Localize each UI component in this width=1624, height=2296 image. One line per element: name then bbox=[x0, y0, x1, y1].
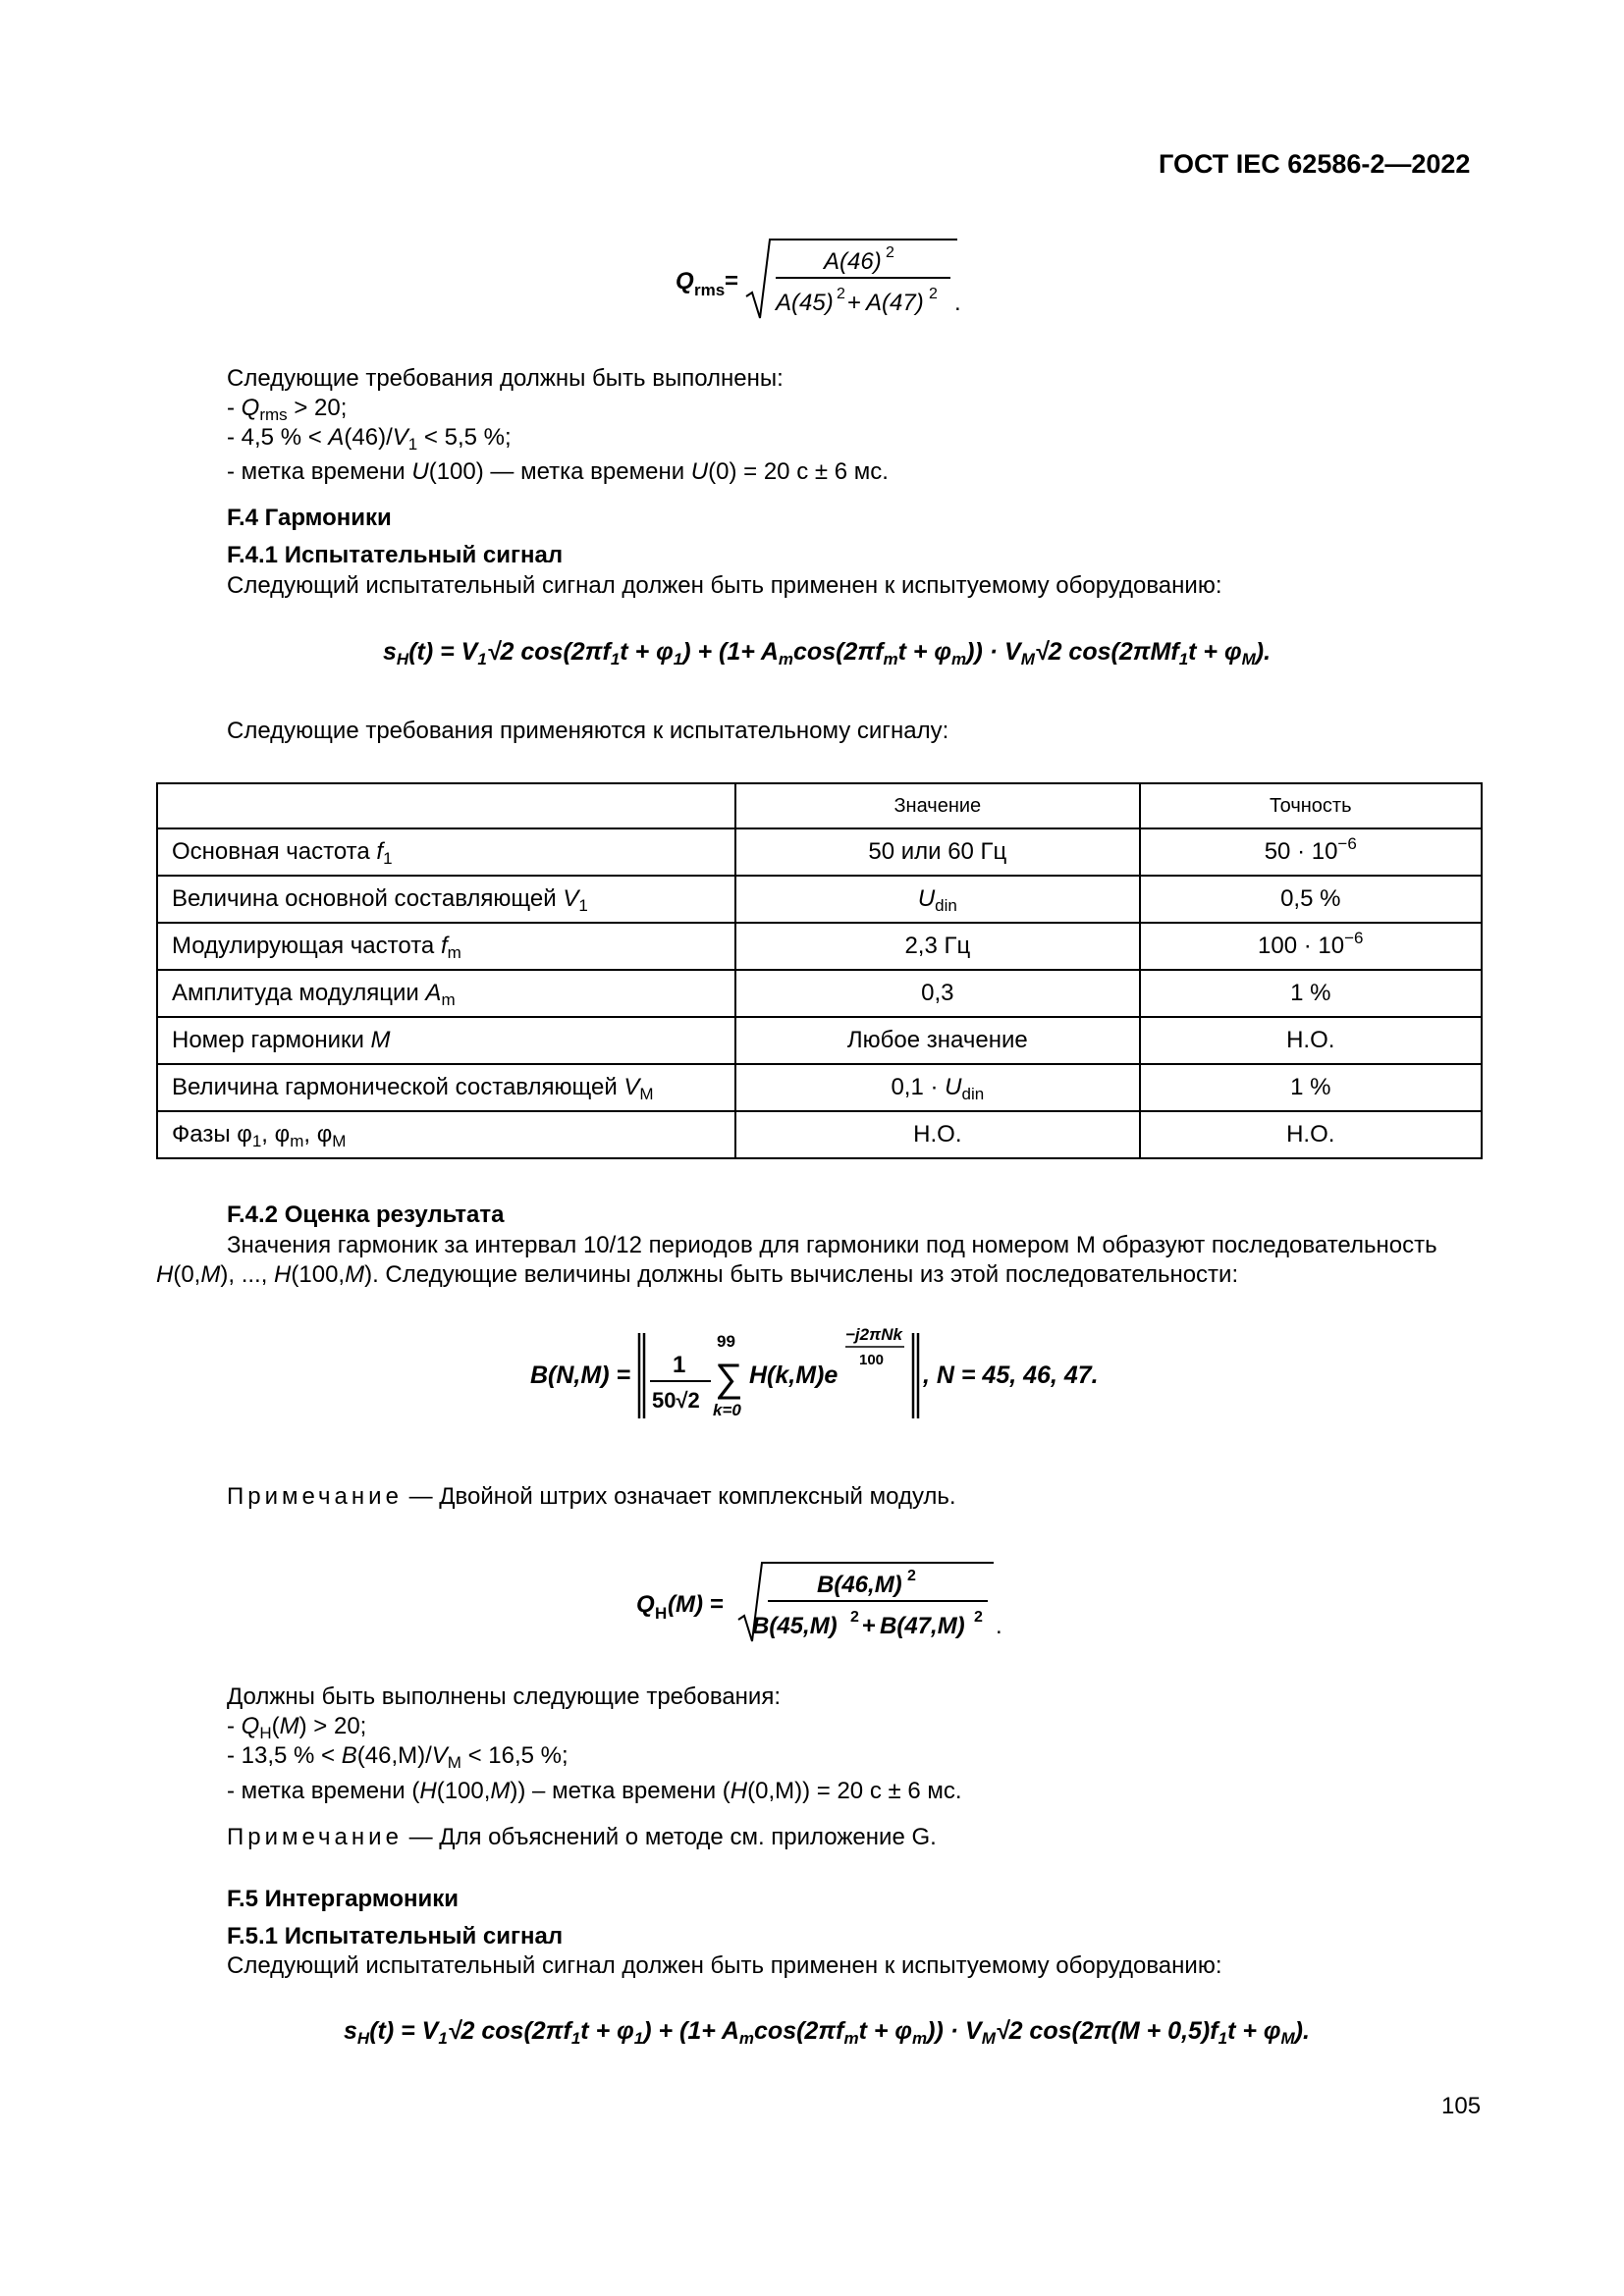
table-row bbox=[157, 1017, 1482, 1064]
svg-text:Q: Q bbox=[636, 1591, 655, 1618]
table-cell: Номер гармоники M bbox=[157, 1017, 735, 1064]
table-cell: $100 \cdot 10^{-6}$ bbox=[1140, 923, 1482, 970]
table-cell: $0,1 \cdot U_{din}$ bbox=[735, 1064, 1139, 1111]
table-row bbox=[157, 923, 1482, 970]
table-cell: 0,3 bbox=[735, 970, 1139, 1017]
requirement-item: - $Q_{rms} > 20$; bbox=[227, 395, 348, 424]
svg-text:B(46,M): B(46,M) bbox=[817, 1572, 902, 1598]
table-cell: 50 или 60 Гц bbox=[735, 828, 1139, 876]
requirements-intro: Должны быть выполнены следующие требования: bbox=[227, 1683, 781, 1710]
table-cell: 0,5 % bbox=[1140, 876, 1482, 923]
table-cell: $U_{din}$ bbox=[735, 876, 1139, 923]
requirement-item: - 13,5 % < $B(46,M)/V_M < 16,5$ %; bbox=[227, 1742, 568, 1772]
requirement-item: - $Q_H(M) > 20$; bbox=[227, 1713, 367, 1742]
formula-test-signal: $s_H(t) = V_1√2$ $\cos(2\pi f_1t + \varphi_1) + (1+ A_m\cos(2\pi f_mt + \varphi_m)) \cdot V_M√2$ $\cos(2\pi Mf_1t + \varphi_M)$. bbox=[383, 638, 1272, 668]
document-header: ГОСТ IEC 62586-2—2022 bbox=[1159, 149, 1471, 179]
paragraph: Следующий испытательный сигнал должен быть применен к испытуемому оборудованию: bbox=[227, 572, 1222, 599]
subsection-heading: F.4.1 Испытательный сигнал bbox=[227, 542, 564, 568]
subsection-heading: F.5.1 Испытательный сигнал bbox=[227, 1923, 564, 1949]
svg-text:99: 99 bbox=[717, 1332, 735, 1351]
svg-text:−j2πNk: −j2πNk bbox=[845, 1325, 902, 1344]
svg-text:, N = 45, 46, 47.: , N = 45, 46, 47. bbox=[923, 1362, 1099, 1389]
paragraph: Следующий испытательный сигнал должен быть применен к испытуемому оборудованию: bbox=[227, 1952, 1222, 1979]
svg-text:=: = bbox=[725, 268, 739, 294]
svg-text:k=0: k=0 bbox=[713, 1401, 741, 1419]
subsection-heading: F.4.2 Оценка результата bbox=[227, 1201, 505, 1228]
table-cell: $50 \cdot 10^{-6}$ bbox=[1140, 828, 1482, 876]
svg-text:H: H bbox=[655, 1604, 668, 1623]
table-cell: Основная частота $f_1$ bbox=[157, 828, 735, 876]
svg-text:2: 2 bbox=[974, 1609, 983, 1626]
requirement-item: - метка времени (H(100,M)) – метка времени (H(0,M)) = 20 с ± 6 мс. bbox=[227, 1778, 962, 1804]
svg-text:100: 100 bbox=[859, 1352, 885, 1368]
table-cell: Модулирующая частота $f_m$ bbox=[157, 923, 735, 970]
svg-text:(M) =: (M) = bbox=[668, 1591, 724, 1618]
requirement-item: - 4,5 % < $A(46)/V_1 < 5,5$ %; bbox=[227, 424, 512, 454]
svg-text:.: . bbox=[996, 1613, 1002, 1639]
svg-text:H(k,M)e: H(k,M)e bbox=[749, 1362, 839, 1389]
table-header-cell: Точность bbox=[1140, 783, 1482, 828]
formula-den1: A(45) bbox=[776, 290, 834, 316]
formula-test-signal: $s_H(t) = V_1√2$ $\cos(2\pi f_1t + \varphi_1) + (1+ A_m\cos(2\pi f_mt + \varphi_m)) \cdot V_M√2$ $\cos(2\pi(M + 0,5)f_1t + \varphi_M)$. bbox=[344, 2017, 1310, 2048]
table-cell: 2,3 Гц bbox=[735, 923, 1139, 970]
table-cell: Амплитуда модуляции $A_m$ bbox=[157, 970, 735, 1017]
formula-lhs: Q bbox=[676, 268, 694, 294]
note: Примечание — Двойной штрих означает комплексный модуль. bbox=[227, 1483, 956, 1510]
svg-text:2: 2 bbox=[837, 286, 845, 302]
paragraph: Значения гармоник за интервал 10/12 периодов для гармоники под номером M образуют последовательность bbox=[227, 1232, 1437, 1258]
table-header-row bbox=[157, 783, 1482, 828]
table-cell: Н.О. bbox=[735, 1111, 1139, 1158]
table-row bbox=[157, 1111, 1482, 1158]
table-header-cell: Значение bbox=[735, 783, 1139, 828]
table-cell: 1 % bbox=[1140, 970, 1482, 1017]
table-cell: Величина гармонической составляющей $V_M$ bbox=[157, 1064, 735, 1111]
table-header-cell bbox=[157, 783, 735, 828]
table-cell: 1 % bbox=[1140, 1064, 1482, 1111]
svg-text:∑: ∑ bbox=[715, 1357, 743, 1400]
svg-text:2: 2 bbox=[886, 244, 894, 261]
paragraph: Следующие требования применяются к испытательному сигналу: bbox=[227, 718, 949, 744]
svg-text:1: 1 bbox=[673, 1352, 686, 1378]
svg-text:+: + bbox=[862, 1613, 877, 1639]
svg-text:2: 2 bbox=[850, 1609, 859, 1626]
page-number: 105 bbox=[1441, 2093, 1482, 2119]
svg-text:B(47,M): B(47,M) bbox=[880, 1613, 965, 1639]
requirements-intro: Следующие требования должны быть выполнены: bbox=[227, 365, 784, 392]
svg-text:2: 2 bbox=[907, 1568, 916, 1584]
requirement-item: - метка времени U(100) — метка времени U(0) = 20 с ± 6 мс. bbox=[227, 458, 889, 485]
section-heading: F.5 Интергармоники bbox=[227, 1886, 459, 1912]
formula-q-rms bbox=[668, 234, 982, 332]
table-cell: Фазы $\varphi_1$, $\varphi_m$, $\varphi_M$ bbox=[157, 1111, 735, 1158]
svg-text:+: + bbox=[847, 290, 862, 316]
section-heading: F.4 Гармоники bbox=[227, 505, 392, 531]
table-row bbox=[157, 876, 1482, 923]
note: Примечание — Для объяснений о методе см. приложение G. bbox=[227, 1824, 937, 1850]
table-cell: Величина основной составляющей $V_1$ bbox=[157, 876, 735, 923]
table-row bbox=[157, 828, 1482, 876]
requirements-table bbox=[156, 782, 1483, 1159]
formula-num: A(46) bbox=[824, 248, 882, 275]
table-cell: Н.О. bbox=[1140, 1111, 1482, 1158]
svg-text:50√2: 50√2 bbox=[652, 1388, 700, 1413]
svg-text:.: . bbox=[954, 290, 961, 316]
svg-text:2: 2 bbox=[929, 286, 938, 302]
table-cell: Н.О. bbox=[1140, 1017, 1482, 1064]
table-cell: Любое значение bbox=[735, 1017, 1139, 1064]
paragraph: H(0,M), ..., H(100,M). Следующие величины должны быть вычислены из этой последовательности: bbox=[156, 1261, 1239, 1288]
formula-q-h bbox=[628, 1557, 1021, 1655]
formula-den2: A(47) bbox=[866, 290, 924, 316]
svg-text:B(45,M): B(45,M) bbox=[752, 1613, 838, 1639]
formula-lhs-sub: rms bbox=[694, 281, 726, 299]
table-row bbox=[157, 970, 1482, 1017]
formula-b bbox=[525, 1325, 1114, 1433]
table-row bbox=[157, 1064, 1482, 1111]
svg-text:B(N,M) =: B(N,M) = bbox=[530, 1362, 631, 1389]
